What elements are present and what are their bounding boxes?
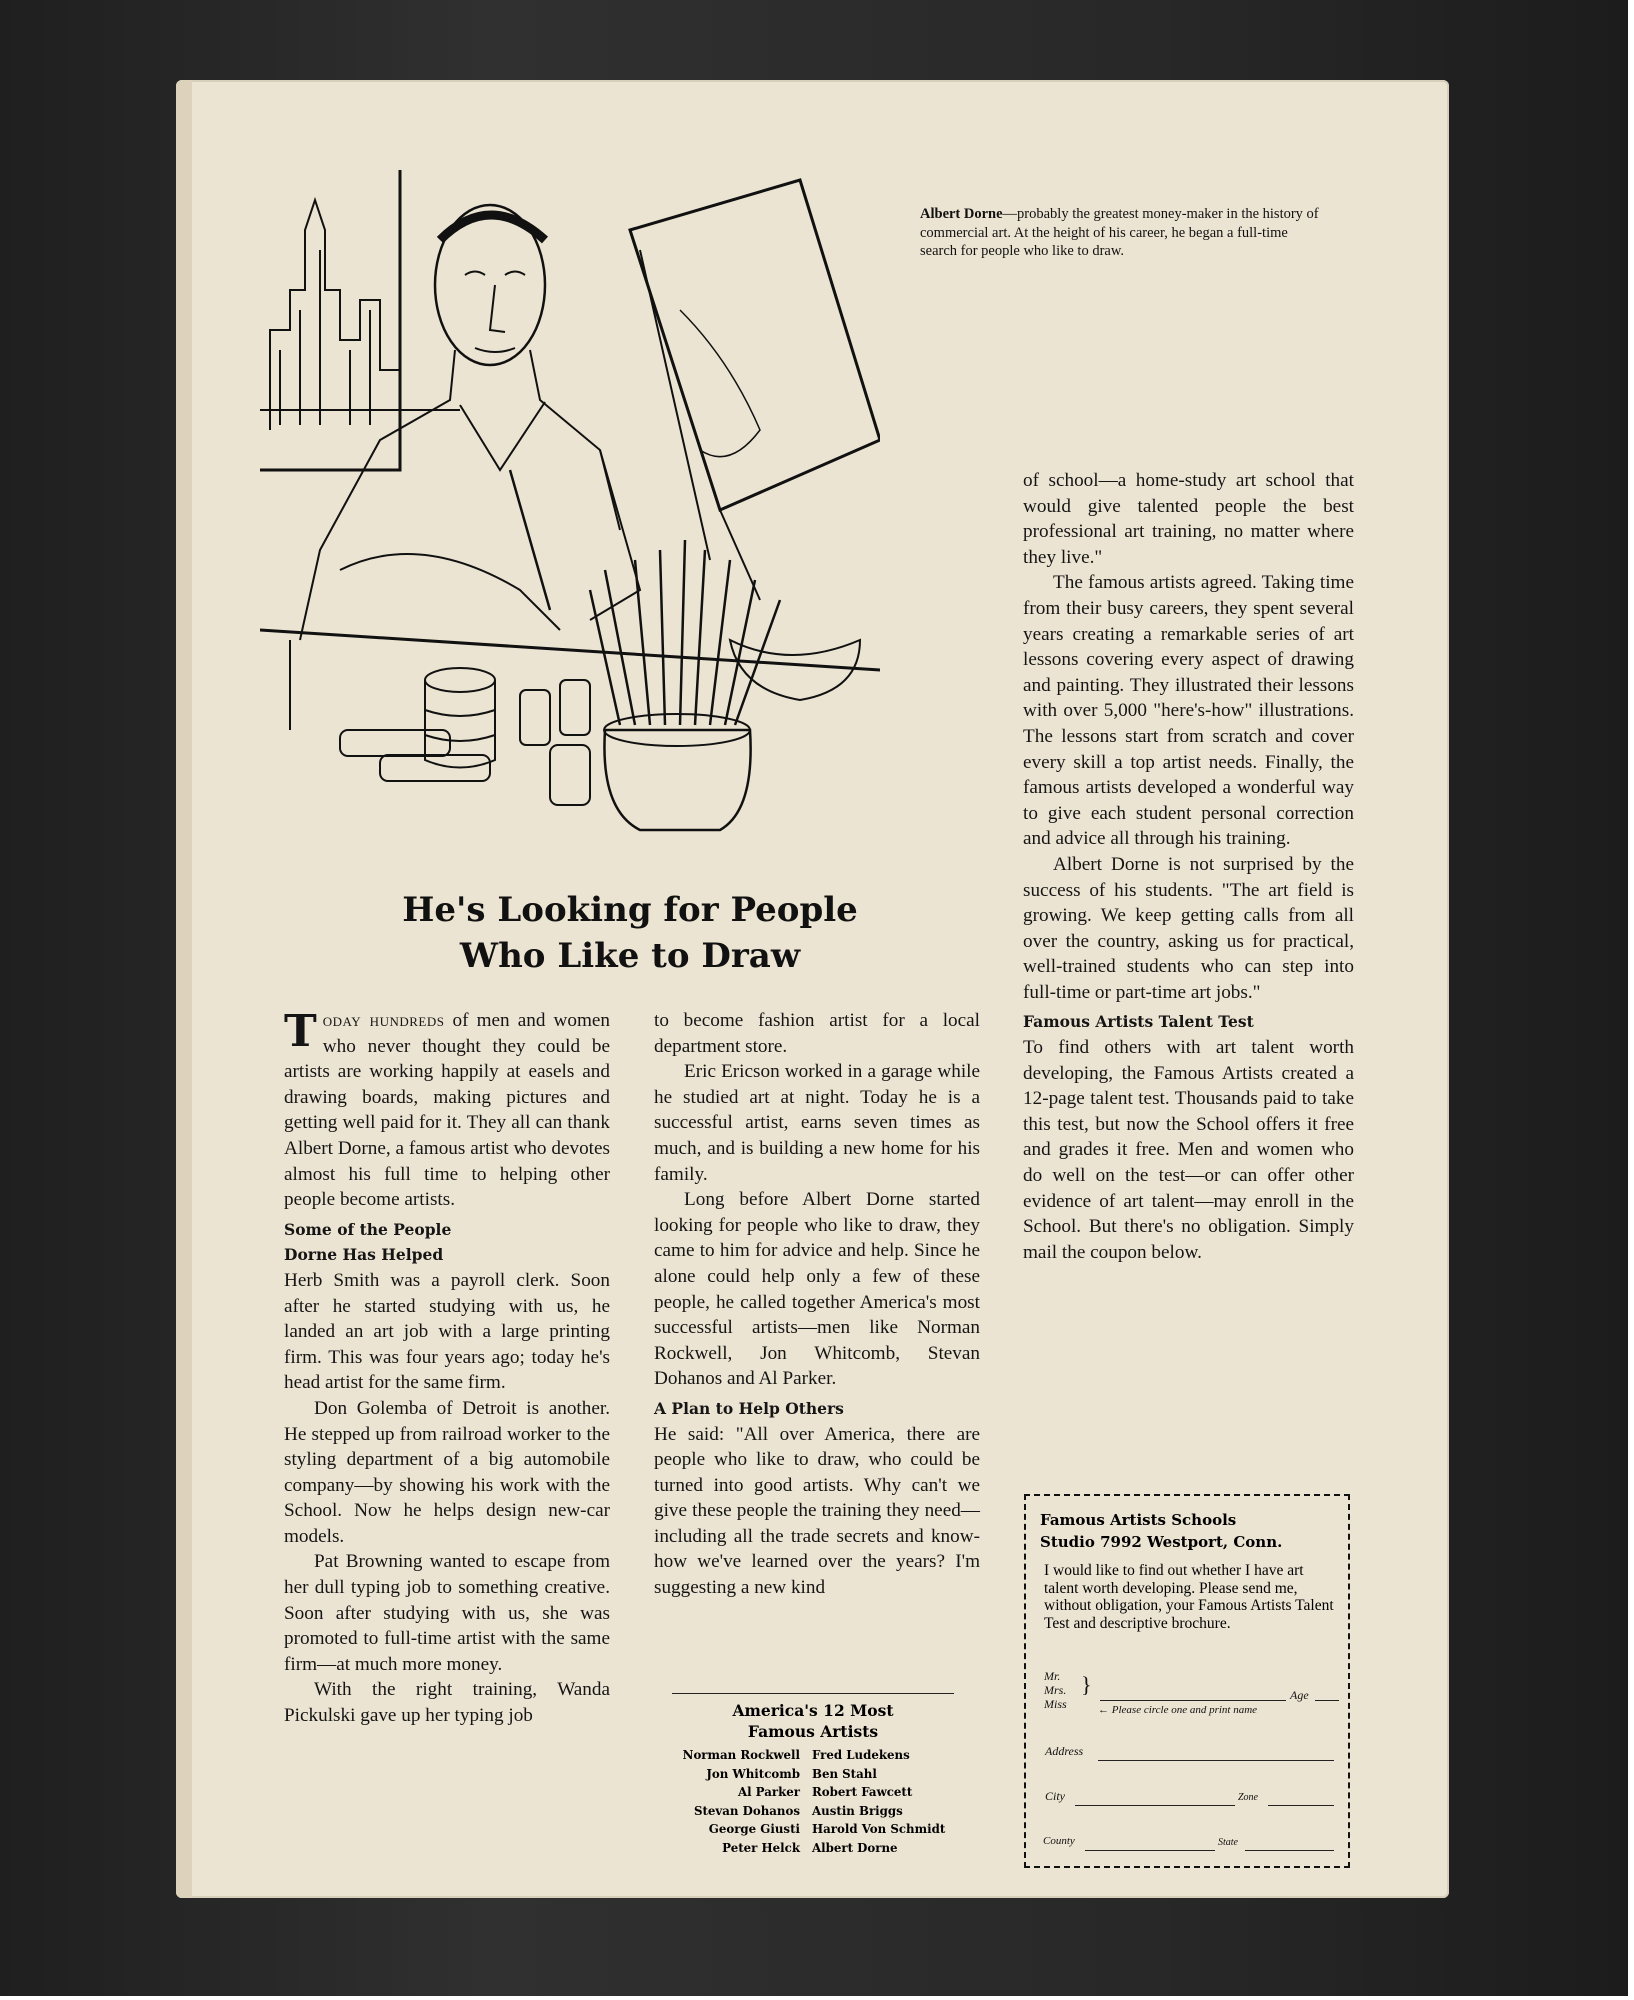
paragraph-don: Don Golemba of Detroit is another. He stepped up from railroad worker to the styling department of a big automobile company—by showing his work with the School. Now he helps design new-car models. — [284, 1397, 610, 1547]
paragraph-wanda-cont: to become fashion artist for a local department store. — [654, 1010, 980, 1057]
zone-label: Zone — [1238, 1792, 1258, 1803]
intro-smallcaps: oday hundreds — [322, 1010, 445, 1031]
skyline — [270, 200, 400, 430]
coupon-school-name: Famous Artists Schools — [1040, 1511, 1237, 1529]
coupon-header — [1040, 1509, 1340, 1553]
brace: } — [1081, 1672, 1092, 1697]
illustration-caption — [920, 205, 1320, 261]
intro-text: of men and women who never thought they could be artists are working happily at easels and drawing boards, making pictures and getting well paid for it. They all can thank Albert Dorne, a famous artist who devotes almost his full time to helping other people become artists. — [284, 1010, 610, 1211]
headline-line-2: Who Like to Draw — [459, 936, 801, 976]
drop-cap: T — [284, 1006, 317, 1057]
column-2 — [654, 1008, 980, 1601]
salutation-mr[interactable]: Mr. — [1044, 1669, 1061, 1683]
page-spine — [176, 80, 192, 1898]
artists-rule — [672, 1693, 954, 1694]
paragraph-long-before: Long before Albert Dorne started looking for people who like to draw, they came to him for advice and help. Since he alone could help only a few of these people, he called together America's most successful artists—men like Norman Rockwell, Jon Whitcomb, Stevan Dohanos and Al Parker. — [654, 1189, 980, 1390]
salutation-mrs[interactable]: Mrs. — [1044, 1683, 1067, 1697]
headline-line-1: He's Looking for People — [402, 890, 858, 930]
circle-note-text: Please circle one and print name — [1111, 1704, 1258, 1716]
paragraph-wanda: With the right training, Wanda Pickulski gave up her typing job — [284, 1679, 610, 1727]
name-field[interactable] — [1100, 1700, 1286, 1701]
paragraph-pat: Pat Browning wanted to escape from her dull typing job to something creative. Soon after studying with us, she was promoted to full-time artist with the same firm—at much more money. — [284, 1551, 610, 1675]
caption-text: —probably the greatest money-maker in the history of commercial art. At the height of his career, he began a full-time search for people who like to draw. — [920, 206, 1319, 259]
coupon-request-text: I would like to find out whether I have art talent worth developing. Please send me, without obligation, your Famous Artists Talent Test and descriptive brochure. — [1044, 1562, 1334, 1632]
age-label: Age — [1290, 1688, 1309, 1702]
artist-name: Ben Stahl — [812, 1766, 877, 1781]
zone-field[interactable] — [1268, 1805, 1334, 1806]
scan-edge-bottom — [0, 1996, 1634, 2000]
artist-name: Stevan Dohanos — [693, 1803, 800, 1818]
paragraph-eric: Eric Ericson worked in a garage while he studied art at night. Today he is a successful artist, earns seven times as much, and is building a new home for his family. — [654, 1061, 980, 1185]
paragraph-surprised: Albert Dorne is not surprised by the success of his students. "The art field is growing. We keep getting calls from all over the country, asking us for practical, well-trained students who can step into full-time or part-time art jobs." — [1023, 853, 1354, 1003]
state-field[interactable] — [1245, 1850, 1334, 1851]
address-field[interactable] — [1098, 1760, 1334, 1761]
city-field[interactable] — [1075, 1805, 1235, 1806]
subhead-people — [284, 1217, 610, 1268]
artist-name: Fred Ludekens — [812, 1748, 910, 1762]
artists-title — [672, 1700, 954, 1742]
age-field[interactable] — [1315, 1700, 1339, 1701]
artists-list — [640, 1746, 990, 1857]
artist-name: Peter Helck — [722, 1840, 800, 1855]
scan-edge — [1628, 0, 1634, 2000]
artist-name: Robert Fawcett — [812, 1785, 913, 1799]
subhead-line-2: Dorne Has Helped — [284, 1245, 444, 1265]
column-1 — [284, 1008, 610, 1729]
artist-name: Harold Von Schmidt — [812, 1822, 946, 1836]
county-label: County — [1043, 1835, 1075, 1847]
artist-name: Albert Dorne — [812, 1840, 898, 1855]
coupon-studio-address: Studio 7992 Westport, Conn. — [1040, 1533, 1283, 1551]
circle-note: ← Please circle one and print name — [1098, 1704, 1258, 1716]
column-3 — [1023, 468, 1354, 1265]
artist-name: Al Parker — [737, 1785, 800, 1799]
caption-name: Albert Dorne — [920, 206, 1003, 222]
salutation-miss[interactable]: Miss — [1044, 1697, 1067, 1711]
headline — [300, 887, 960, 979]
state-label: State — [1218, 1837, 1238, 1848]
paragraph-agreed: The famous artists agreed. Taking time from their busy careers, they spent several years creating a remarkable series of art lessons covering every aspect of drawing and painting. They illustrated their lessons with over 5,000 "here's-how" illustrations. The lessons start from scratch and cover every skill a top artist needs. Finally, the famous artists developed a wonderful way to give each student personal correction and advice all through his training. — [1023, 572, 1354, 850]
easel — [630, 180, 880, 510]
artist-name: Norman Rockwell — [682, 1748, 800, 1762]
paragraph-school: of school—a home-study art school that would give talented people the best professional art training, no matter where they live." — [1023, 470, 1354, 568]
artists-title-line-1: America's 12 Most — [732, 1701, 894, 1720]
artist-name: Jon Whitcomb — [706, 1766, 800, 1781]
subhead-talent-test: Famous Artists Talent Test — [1023, 1012, 1254, 1032]
artists-title-line-2: Famous Artists — [747, 1722, 879, 1741]
salutation-options[interactable] — [1044, 1669, 1067, 1711]
subhead-line-1: Some of the People — [284, 1219, 452, 1239]
artist-name: Austin Briggs — [812, 1803, 903, 1818]
city-label: City — [1045, 1789, 1065, 1803]
paragraph-test: To find others with art talent worth developing, the Famous Artists created a 12-page talent test. Thousands paid to take this test, but now the School offers it free and grades it free. Men and women who do well on the test—or can offer other evidence of art talent—may enroll in the School. But there's no obligation. Simply mail the coupon below. — [1023, 1037, 1354, 1263]
paragraph-plan: He said: "All over America, there are people who like to draw, who could be turned into good artists. Why can't we give these people the training they need—including all the trade secrets and know-how we've learned over the years? I'm suggesting a new kind — [654, 1423, 980, 1599]
subhead-plan: A Plan to Help Others — [654, 1398, 844, 1418]
artist-illustration — [260, 170, 880, 840]
county-field[interactable] — [1085, 1850, 1215, 1851]
artist-name: George Giusti — [708, 1822, 800, 1836]
paragraph-herb: Herb Smith was a payroll clerk. Soon after he started studying with us, he landed an art job with a large printing firm. This was four years ago; today he's head artist for the same firm. — [284, 1269, 610, 1394]
address-label: Address — [1045, 1744, 1084, 1758]
intro-paragraph — [284, 1008, 610, 1213]
